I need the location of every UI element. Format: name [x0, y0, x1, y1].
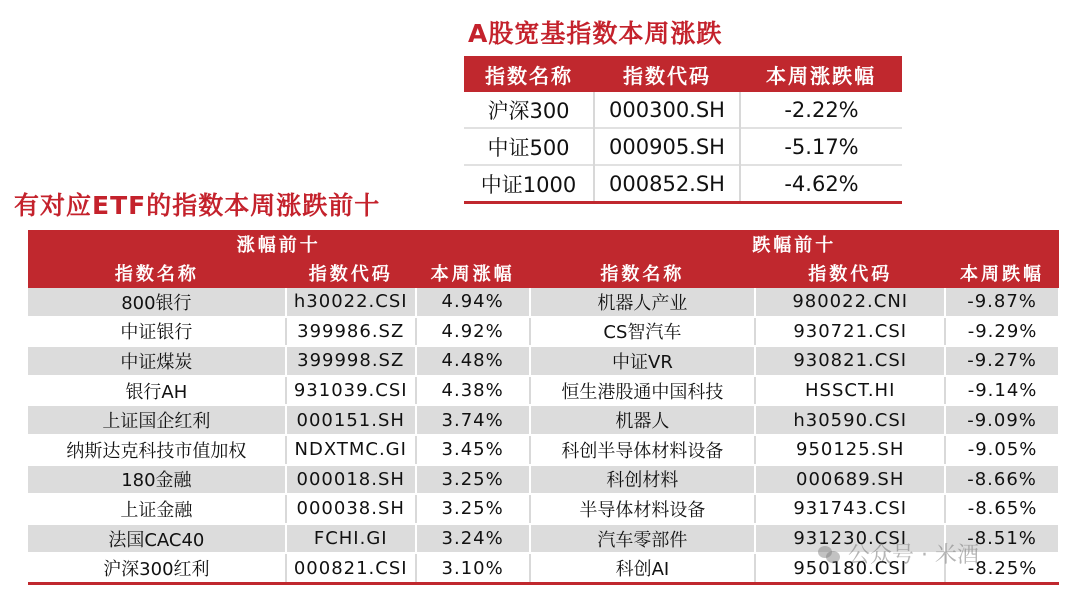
loser-change: -8.25%: [945, 553, 1059, 583]
gainer-name: 中证银行: [28, 317, 286, 347]
col-header-index-code: 指数代码: [286, 258, 416, 288]
gainer-change: 4.38%: [416, 376, 530, 406]
broad-index-table: [464, 56, 902, 204]
loser-name: 科创材料: [530, 465, 756, 495]
top-ten-movers-table: [28, 230, 1060, 585]
loser-name: 中证VR: [530, 346, 756, 376]
loser-change: -9.05%: [945, 435, 1059, 465]
loser-change: -9.09%: [945, 405, 1059, 435]
gainer-code: 399986.SZ: [286, 317, 416, 347]
gainer-change: 4.92%: [416, 317, 530, 347]
loser-change: -8.66%: [945, 465, 1059, 495]
gainer-name: 800银行: [28, 288, 286, 317]
table-row: [464, 165, 902, 203]
gainer-name: 180金融: [28, 465, 286, 495]
col-header-index-name: 指数名称: [28, 258, 286, 288]
index-name: 中证500: [464, 128, 594, 165]
loser-code: 930821.CSI: [755, 346, 945, 376]
top-table-title: A股宽基指数本周涨跌: [468, 19, 723, 48]
loser-change: -9.87%: [945, 288, 1059, 317]
col-header-index-code: 指数代码: [755, 258, 945, 288]
gainer-change: 3.25%: [416, 494, 530, 524]
weekly-change: -2.22%: [784, 97, 859, 122]
table-row: [464, 128, 902, 165]
table-row: [464, 92, 902, 128]
table-row: [28, 376, 1059, 406]
wechat-icon: [818, 546, 840, 564]
index-name: 沪深300: [464, 92, 594, 128]
index-code: 000905.SH: [594, 128, 740, 165]
gainer-code: 931039.CSI: [286, 376, 416, 406]
col-header-index-code: 指数代码: [594, 56, 740, 92]
column-header-row: [28, 258, 1059, 288]
loser-change: -8.51%: [945, 524, 1059, 554]
gainer-change: 3.45%: [416, 435, 530, 465]
group-header-row: [28, 230, 1059, 258]
gainer-change: 3.24%: [416, 524, 530, 554]
gainer-name: 银行AH: [28, 376, 286, 406]
loser-code: 931230.CSI: [755, 524, 945, 554]
loser-name: CS智汽车: [530, 317, 756, 347]
col-header-weekly-change: 本周涨跌幅: [740, 56, 902, 92]
loser-code: 000689.SH: [755, 465, 945, 495]
col-header-weekly-gain: 本周涨幅: [416, 258, 530, 288]
loser-code: HSSCT.HI: [755, 376, 945, 406]
gainer-code: NDXTMC.GI: [286, 435, 416, 465]
table-row: [28, 317, 1059, 347]
watermark-text: 公众号 · 米酒: [848, 543, 979, 568]
watermark: [818, 538, 979, 569]
loser-code: 930721.CSI: [755, 317, 945, 347]
gainer-name: 法国CAC40: [28, 524, 286, 554]
gainer-name: 中证煤炭: [28, 346, 286, 376]
loser-name: 半导体材料设备: [530, 494, 756, 524]
loser-code: 950180.CSI: [755, 553, 945, 583]
index-code: 000300.SH: [594, 92, 740, 128]
losers-group-header: 跌幅前十: [530, 230, 1059, 258]
loser-code: 980022.CNI: [755, 288, 945, 317]
gainer-change: 4.48%: [416, 346, 530, 376]
loser-code: 950125.SH: [755, 435, 945, 465]
loser-name: 机器人: [530, 405, 756, 435]
gainer-code: 000151.SH: [286, 405, 416, 435]
main-table-title: 有对应ETF的指数本周涨跌前十: [14, 191, 381, 220]
loser-name: 机器人产业: [530, 288, 756, 317]
gainer-name: 纳斯达克科技市值加权: [28, 435, 286, 465]
table-row: [28, 346, 1059, 376]
gainer-code: 399998.SZ: [286, 346, 416, 376]
weekly-change: -5.17%: [784, 134, 859, 159]
loser-code: 931743.CSI: [755, 494, 945, 524]
loser-change: -9.27%: [945, 346, 1059, 376]
loser-name: 科创半导体材料设备: [530, 435, 756, 465]
loser-change: -8.65%: [945, 494, 1059, 524]
gainer-code: 000821.CSI: [286, 553, 416, 583]
col-header-weekly-loss: 本周跌幅: [945, 258, 1059, 288]
gainer-code: 000038.SH: [286, 494, 416, 524]
loser-name: 汽车零部件: [530, 524, 756, 554]
top-table-header-row: [464, 56, 902, 92]
gainer-change: 3.25%: [416, 465, 530, 495]
index-code: 000852.SH: [594, 165, 740, 203]
weekly-change: -4.62%: [784, 171, 859, 196]
loser-code: h30590.CSI: [755, 405, 945, 435]
col-header-index-name: 指数名称: [530, 258, 756, 288]
gainer-code: FCHI.GI: [286, 524, 416, 554]
gainer-code: 000018.SH: [286, 465, 416, 495]
index-name: 中证1000: [464, 165, 594, 203]
gainer-name: 上证国企红利: [28, 405, 286, 435]
gainer-name: 上证金融: [28, 494, 286, 524]
loser-change: -9.29%: [945, 317, 1059, 347]
gainer-change: 3.10%: [416, 553, 530, 583]
table-row: [28, 405, 1059, 435]
gainer-code: h30022.CSI: [286, 288, 416, 317]
table-row: [28, 465, 1059, 495]
table-row: [28, 435, 1059, 465]
gainer-name: 沪深300红利: [28, 553, 286, 583]
loser-name: 恒生港股通中国科技: [530, 376, 756, 406]
col-header-index-name: 指数名称: [464, 56, 594, 92]
table-row: [28, 288, 1059, 317]
loser-name: 科创AI: [530, 553, 756, 583]
table-row: [28, 494, 1059, 524]
gainer-change: 3.74%: [416, 405, 530, 435]
loser-change: -9.14%: [945, 376, 1059, 406]
gainer-change: 4.94%: [416, 288, 530, 317]
gainers-group-header: 涨幅前十: [28, 230, 530, 258]
